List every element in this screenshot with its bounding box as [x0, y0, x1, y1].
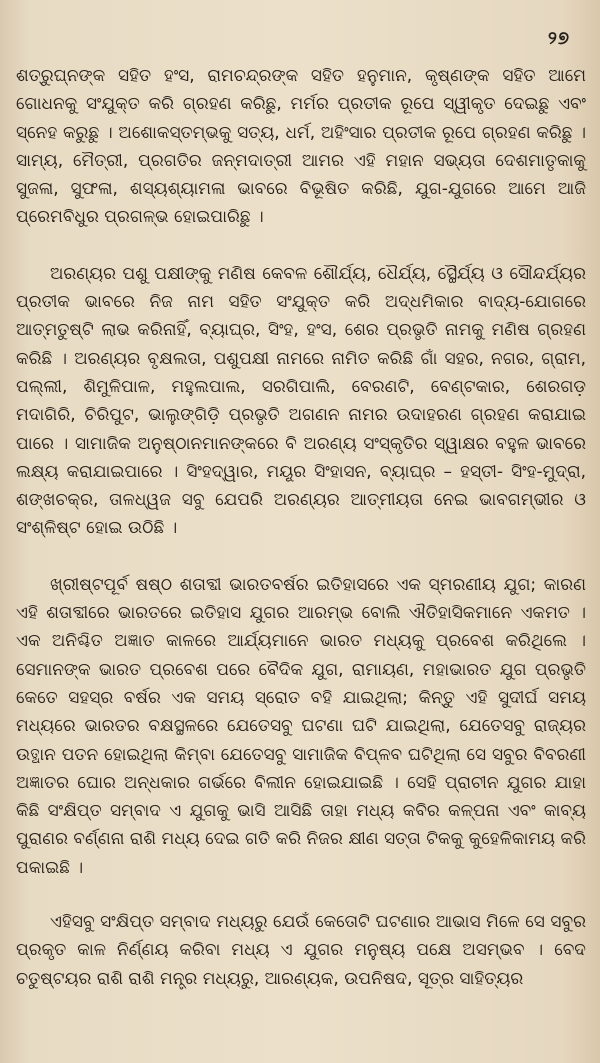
paragraph-3: ଖ୍ରୀଷ୍ଟପୂର୍ବ ଷଷ୍ଠ ଶତାବ୍ଦୀ ଭାରତବର୍ଷର ଇତିହାସରେ ଏକ ସ୍ମରଣୀୟ ଯୁଗ; କାରଣ ଏହି ଶତାବ୍ଦୀରେ ଭାରତରେ ଇତିହାସ ଯୁଗର ଆରମ୍ଭ ବୋଲି ଐତିହାସିକମାନେ ଏକମତ । ଏକ ଅନିଶ୍ଚିତ ଅଜ୍ଞାତ କାଳରେ ଆର୍ଯ୍ୟମାନେ ଭାରତ ମଧ୍ୟକୁ ପ୍ରବେଶ କରିଥିଲେ । ସେମାନଙ୍କ ଭାରତ ପ୍ରବେଶ ପରେ ବୈଦିକ ଯୁଗ, ରାମାୟଣ, ମହାଭାରତ ଯୁଗ ପ୍ରଭୃତି କେତେ ସହସ୍ର ବର୍ଷର ଏକ ସମୟ ସ୍ରୋତ ବହି ଯାଇଥିଲା; କିନ୍ତୁ ଏହି ସୁଦୀର୍ଘ ସମୟ ମଧ୍ୟରେ ଭାରତର ବକ୍ଷସ୍ଥଳରେ ଯେତେସବୁ ଘଟଣା ଘଟି ଯାଇଥିଲା, ଯେତେସବୁ ରାଜ୍ୟର ଉତ୍ଥାନ ପତନ ହୋଇଥିଲା କିମ୍ବା ଯେତେସବୁ ସାମାଜିକ ବିପ୍ଳବ ଘଟିଥିଲା ସେ ସବୁର ବିବରଣୀ ଅଜ୍ଞାତର ଘୋର ଅନ୍ଧକାର ଗର୍ଭରେ ବିଲୀନ ହୋଇଯାଇଛି । ସେହି ପ୍ରାଚୀନ ଯୁଗର ଯାହା କିଛି ସଂକ୍ଷିପ୍ତ ସମ୍ବାଦ ଏ ଯୁଗକୁ ଭାସି ଆସିଛି ତାହା ମଧ୍ୟ କବିର କଳ୍ପନା ଏବଂ କାବ୍ୟ ପୁରାଣର ବର୍ଣ୍ଣନା ରାଶି ମଧ୍ୟ ଦେଇ ଗତି କରି ନିଜର କ୍ଷୀଣ ସତ୍ତା ଟିକକୁ କୁହେଳିକାମୟ କରି ପକାଇଛି ।: [16, 574, 586, 878]
paragraph-1: ଶତ୍ରୁଘ୍ନଙ୍କ ସହିତ ହଂସ, ରାମଚନ୍ଦ୍ରଙ୍କ ସହିତ ହନୁମାନ, କୃଷ୍ଣଙ୍କ ସହିତ ଆମେ ଗୋଧନକୁ ସଂଯୁକ୍ତ କରି ଗ୍ରହଣ କରିଛୁ, ମର୍ମର ପ୍ରତୀକ ରୂପେ ସ୍ୱୀକୃତ ଦେଇଛୁ ଏବଂ ସ୍ନେହ କରୁଛୁ । ଅଶୋକସ୍ତମ୍ଭକୁ ସତ୍ୟ, ଧର୍ମ, ଅହିଂସାର ପ୍ରତୀକ ରୂପେ ଗ୍ରହଣ କରିଛୁ । ସାମ୍ୟ, ମୈତ୍ରୀ, ପ୍ରଗତିର ଜନ୍ମଦାତ୍ରୀ ଆମର ଏହି ମହାନ ସଭ୍ୟତା ଦେଶମାତୃକାକୁ ସୁଜଳା, ସୁଫଳା, ଶସ୍ୟଶ୍ୟାମଳା ଭାବରେ ବିଭୂଷିତ କରିଛି, ଯୁଗ-ଯୁଗରେ ଆମେ ଆଜି ପ୍ରେମବିଧୁର ପ୍ରଗଳ୍ଭ ହୋଇପାରିଛୁ ।: [16, 66, 586, 228]
paragraph-gap: [16, 543, 586, 571]
paragraph-gap: [16, 232, 586, 260]
paragraph-2: ଅରଣ୍ୟର ପଶୁ ପକ୍ଷୀଙ୍କୁ ମଣିଷ କେବଳ ଶୌର୍ଯ୍ୟ, ଧୈର୍ଯ୍ୟ, ସ୍ଥୈର୍ଯ୍ୟ ଓ ସୌନ୍ଦର୍ଯ୍ୟର ପ୍ରତୀକ ଭାବରେ ନିଜ ନାମ ସହିତ ସଂଯୁକ୍ତ କରି ଅଦ୍ଧମିକାର ବାଦ୍ୟ-ଯୋଗରେ ଆତ୍ମତୁଷ୍ଟି ଲାଭ କରିନାହିଁ, ବ୍ୟାଘ୍ର, ସିଂହ, ହଂସ, ଶେର ପ୍ରଭୃତି ନାମକୁ ମଣିଷ ଗ୍ରହଣ କରିଛି । ଅରଣ୍ୟର ବୃକ୍ଷଲତା, ପଶୁପକ୍ଷୀ ନାମରେ ନାମିତ କରିଛି ଗାଁ ସହର, ନଗର, ଗ୍ରାମ, ପଲ୍ଲୀ, ଶିମୁଳିପାଳ, ମହୁଲପାଲ, ସରଗିପାଲି, ବେରଣଟି, ବେଣ୍ଟକାର, ଶେରଗଡ଼ ମଦାଗିରି, ଚିରିପୁଟ, ଭାଲୁଙ୍ଗିଡ଼ି ପ୍ରଭୃତି ଅଗଣନ ନାମର ଉଦାହରଣ ଗ୍ରହଣ କରାଯାଇ ପାରେ । ସାମାଜିକ ଅନୁଷ୍ଠାନମାନଙ୍କରେ ବି ଅରଣ୍ୟ ସଂସ୍କୃତିର ସ୍ୱାକ୍ଷର ବହୁଳ ଭାବରେ ଲକ୍ଷ୍ୟ କରାଯାଇପାରେ । ସିଂହଦ୍ୱାର, ମୟୂର ସିଂହାସନ, ବ୍ୟାଘ୍ର – ହସ୍ତୀ- ସିଂହ-ମୁଦ୍ରା, ଶଙ୍ଖଚକ୍ର, ତାଳଧ୍ୱଜ ସବୁ ଯେପରି ଅରଣ୍ୟର ଆତ୍ମୀୟତା ନେଇ ଭାବଗମ୍ଭୀର ଓ ସଂଶ୍ଳିଷ୍ଟ ହୋଇ ଉଠିଛି ।: [16, 263, 586, 539]
paragraph-4: ଏହିସବୁ ସଂକ୍ଷିପ୍ତ ସମ୍ବାଦ ମଧ୍ୟରୁ ଯେଉଁ କେତୋଟି ଘଟଣାର ଆଭାସ ମିଳେ ସେ ସବୁର ପ୍ରକୃତ କାଳ ନିର୍ଣ୍ଣୟ କରିବା ମଧ୍ୟ ଏ ଯୁଗର ମନୁଷ୍ୟ ପକ୍ଷେ ଅସମ୍ଭବ । ବେଦ ଚତୁଷ୍ଟୟର ରାଶି ରାଶି ମନ୍ତ୍ର ମଧ୍ୟରୁ, ଆରଣ୍ୟକ, ଉପନିଷଦ, ସୂତ୍ର ସାହିତ୍ୟର: [16, 912, 586, 989]
paragraph-gap: [16, 882, 586, 908]
body-text: [16, 62, 586, 993]
page-number: ୨୭: [548, 28, 570, 49]
